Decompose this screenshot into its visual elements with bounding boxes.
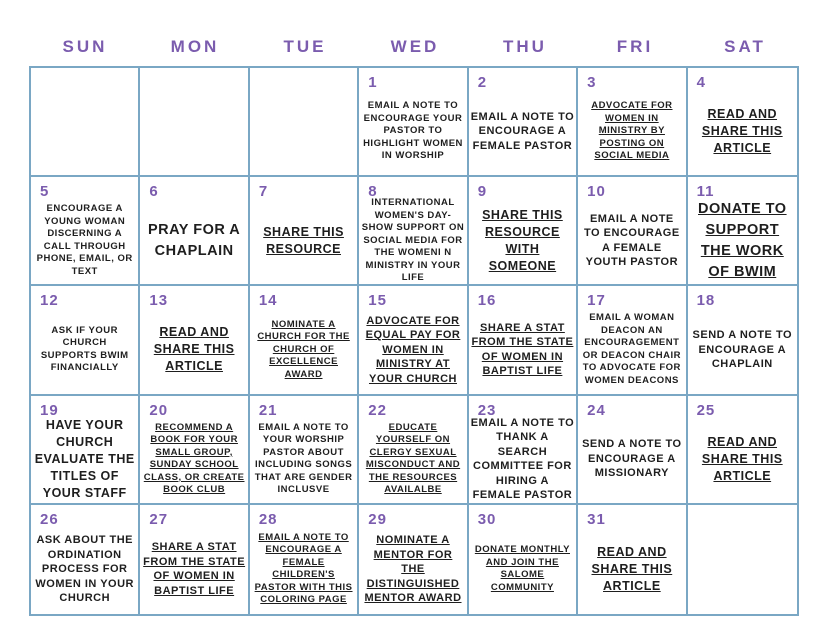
calendar-day-2 bbox=[469, 68, 578, 177]
day-activity bbox=[471, 90, 574, 173]
day-number: 31 bbox=[587, 510, 606, 528]
day-activity bbox=[690, 308, 795, 391]
day-number: 1 bbox=[368, 74, 378, 91]
day-activity-text[interactable]: READ AND SHARE THIS ARTICLE bbox=[701, 434, 783, 483]
calendar-day-4[interactable] bbox=[688, 68, 797, 177]
day-activity-link[interactable] bbox=[142, 308, 245, 391]
day-number: 11 bbox=[696, 183, 715, 201]
day-activity-text[interactable]: ADVOCATE FOR WOMEN IN MINISTRY BY POSTING ON SOCIAL MEDIA bbox=[591, 100, 673, 162]
day-activity-text: INTERNATIONAL WOMEN'S DAY- SHOW SUPPORT ON SOCIAL MEDIA FOR THE WOMENI N MINISTRY IN YOUR LIFE bbox=[361, 197, 465, 284]
day-activity-link[interactable] bbox=[252, 527, 355, 612]
day-activity bbox=[142, 199, 245, 282]
day-number: 29 bbox=[368, 510, 387, 528]
calendar-day-10 bbox=[578, 177, 687, 286]
day-activity-text[interactable]: SHARE A STAT FROM THE STATE OF WOMEN IN BAPTIST LIFE bbox=[143, 541, 246, 597]
calendar-day-6 bbox=[140, 177, 249, 286]
day-activity-text[interactable]: READ AND SHARE THIS ARTICLE bbox=[591, 544, 673, 593]
day-activity bbox=[252, 418, 355, 501]
day-activity-text: EMAIL A NOTE TO ENCOURAGE YOUR PASTOR TO HIGHLIGHT WOMEN IN WORSHIP bbox=[363, 100, 463, 162]
day-number: 26 bbox=[40, 510, 59, 528]
day-activity-text[interactable]: RECOMMEND A BOOK FOR YOUR SMALL GROUP, SUNDAY SCHOOL CLASS, OR CREATE BOOK CLUB bbox=[143, 421, 245, 496]
day-number: 12 bbox=[40, 292, 59, 310]
day-number: 4 bbox=[696, 74, 706, 91]
day-number: 27 bbox=[149, 510, 169, 528]
day-number: 19 bbox=[40, 401, 59, 419]
calendar-day-20[interactable] bbox=[140, 396, 249, 505]
weekday-sat: SAT bbox=[724, 37, 766, 56]
calendar-day-17 bbox=[578, 286, 687, 395]
day-number: 15 bbox=[368, 292, 387, 310]
calendar-day-16[interactable] bbox=[469, 286, 578, 395]
day-number: 6 bbox=[149, 183, 159, 201]
day-activity-text: EMAIL A NOTE TO ENCOURAGE A FEMALE YOUTH PASTOR bbox=[584, 212, 680, 269]
day-activity-link[interactable] bbox=[690, 418, 795, 501]
day-number: 22 bbox=[368, 401, 387, 419]
weekday-tue: TUE bbox=[283, 37, 327, 56]
day-activity-link[interactable] bbox=[580, 90, 683, 173]
day-activity-text: EMAIL A NOTE TO THANK A SEARCH COMMITTEE FOR HIRING A FEMALE PASTOR bbox=[470, 416, 575, 502]
day-number: 17 bbox=[587, 292, 606, 310]
calendar-day-28[interactable] bbox=[250, 505, 359, 614]
day-number: 18 bbox=[696, 292, 716, 310]
day-number: 9 bbox=[477, 183, 488, 201]
day-activity-link[interactable] bbox=[252, 199, 355, 282]
day-activity-text: EMAIL A NOTE TO ENCOURAGE A FEMALE PASTOR bbox=[470, 110, 575, 152]
calendar-cell-empty bbox=[31, 68, 140, 177]
day-activity bbox=[580, 308, 683, 391]
day-activity-link[interactable] bbox=[361, 527, 464, 612]
calendar-day-13[interactable] bbox=[140, 286, 249, 395]
day-activity-text[interactable]: ADVOCATE FOR EQUAL PAY FOR WOMEN IN MINISTRY AT YOUR CHURCH bbox=[365, 314, 461, 385]
calendar-day-3[interactable] bbox=[578, 68, 687, 177]
day-activity-link[interactable] bbox=[471, 308, 574, 391]
calendar-day-12 bbox=[31, 286, 140, 395]
day-activity-text: SEND A NOTE TO ENCOURAGE A MISSIONARY bbox=[582, 438, 682, 480]
calendar-day-19 bbox=[31, 396, 140, 505]
day-activity-link[interactable] bbox=[252, 308, 355, 391]
day-activity bbox=[33, 308, 136, 391]
day-activity-text[interactable]: SHARE THIS RESOURCE WITH SOMEONE bbox=[482, 207, 563, 273]
day-activity bbox=[33, 199, 136, 282]
calendar-cell-empty bbox=[140, 68, 249, 177]
day-activity-link[interactable] bbox=[142, 418, 245, 501]
calendar-day-11[interactable] bbox=[688, 177, 797, 286]
day-activity bbox=[33, 418, 136, 501]
calendar-day-21 bbox=[250, 396, 359, 505]
day-number: 2 bbox=[477, 74, 488, 91]
day-activity-link[interactable] bbox=[690, 199, 795, 282]
day-activity bbox=[361, 199, 464, 282]
day-activity-text: ASK ABOUT THE ORDINATION PROCESS FOR WOMEN IN YOUR CHURCH bbox=[35, 534, 134, 605]
day-number: 13 bbox=[149, 292, 169, 310]
day-activity-text: ENCOURAGE A YOUNG WOMAN DISCERNING A CALL THROUGH PHONE, EMAIL, OR TEXT bbox=[36, 203, 133, 277]
weekday-sun: SUN bbox=[62, 37, 108, 56]
day-activity-text[interactable]: READ AND SHARE THIS ARTICLE bbox=[153, 325, 235, 374]
day-activity-text[interactable]: SHARE A STAT FROM THE STATE OF WOMEN IN BAPTIST LIFE bbox=[471, 321, 574, 378]
weekday-fri: FRI bbox=[616, 37, 654, 56]
day-activity bbox=[33, 527, 136, 612]
day-number: 7 bbox=[258, 183, 269, 201]
day-number: 23 bbox=[477, 401, 497, 419]
day-activity bbox=[580, 199, 683, 282]
day-number: 16 bbox=[477, 292, 497, 310]
day-activity-link[interactable] bbox=[471, 199, 574, 282]
calendar-day-15[interactable] bbox=[359, 286, 468, 395]
day-activity bbox=[361, 90, 464, 173]
day-number: 28 bbox=[258, 510, 278, 528]
weekday-thu: THU bbox=[503, 37, 547, 56]
day-number: 10 bbox=[587, 183, 606, 201]
calendar-grid bbox=[29, 66, 799, 616]
day-activity-text: ASK IF YOUR CHURCH SUPPORTS BWIM FINANCIALLY bbox=[40, 324, 129, 374]
day-activity-link[interactable] bbox=[471, 527, 574, 612]
day-activity bbox=[471, 418, 574, 501]
calendar-day-22[interactable] bbox=[359, 396, 468, 505]
calendar-day-24 bbox=[578, 396, 687, 505]
day-number: 14 bbox=[258, 292, 278, 310]
day-activity-text[interactable]: EDUCATE YOURSELF ON CLERGY SEXUAL MISCONDUCT AND THE RESOURCES AVAILALBE bbox=[365, 421, 461, 496]
day-number: 8 bbox=[368, 183, 378, 201]
day-activity-text: EMAIL A WOMAN DEACON AN ENCOURAGEMENT OR DEACON CHAIR TO ADVOCATE FOR WOMEN DEACONS bbox=[582, 312, 681, 386]
calendar-day-7[interactable] bbox=[250, 177, 359, 286]
calendar-day-1 bbox=[359, 68, 468, 177]
calendar-day-14[interactable] bbox=[250, 286, 359, 395]
calendar-day-26 bbox=[31, 505, 140, 614]
calendar-day-25[interactable] bbox=[688, 396, 797, 505]
calendar-cell-empty bbox=[250, 68, 359, 177]
calendar-day-30[interactable] bbox=[469, 505, 578, 614]
calendar-day-9[interactable] bbox=[469, 177, 578, 286]
day-activity-text: PRAY FOR A CHAPLAIN bbox=[147, 221, 241, 259]
day-activity-link[interactable] bbox=[690, 90, 795, 173]
day-activity bbox=[580, 418, 683, 501]
weekday-wed: WED bbox=[390, 37, 440, 56]
day-activity-text[interactable]: DONATE TO SUPPORT THE WORK OF BWIM bbox=[698, 200, 787, 280]
weekday-mon: MON bbox=[170, 37, 220, 56]
day-number: 5 bbox=[40, 183, 50, 201]
day-activity-text[interactable]: NOMINATE A MENTOR FOR THE DISTINGUISHED MENTOR AWARD bbox=[364, 534, 462, 605]
calendar-day-31[interactable] bbox=[578, 505, 687, 614]
calendar-cell-empty bbox=[688, 505, 797, 614]
day-activity-link[interactable] bbox=[580, 527, 683, 612]
day-activity-link[interactable] bbox=[361, 308, 464, 391]
day-activity-text[interactable]: READ AND SHARE THIS ARTICLE bbox=[701, 107, 783, 156]
day-activity-text[interactable]: NOMINATE A CHURCH FOR THE CHURCH OF EXCELLENCE AWARD bbox=[257, 318, 350, 380]
day-activity-text: SEND A NOTE TO ENCOURAGE A CHAPLAIN bbox=[692, 329, 793, 371]
day-number: 25 bbox=[696, 401, 716, 419]
calendar-day-29[interactable] bbox=[359, 505, 468, 614]
day-number: 21 bbox=[258, 401, 278, 419]
day-activity-text: HAVE YOUR CHURCH EVALUATE THE TITLES OF YOUR STAFF bbox=[34, 417, 135, 500]
day-number: 20 bbox=[149, 401, 169, 419]
day-number: 24 bbox=[587, 401, 606, 419]
day-activity-link[interactable] bbox=[361, 418, 464, 501]
calendar-day-5 bbox=[31, 177, 140, 286]
day-number: 30 bbox=[477, 510, 497, 528]
day-activity-link[interactable] bbox=[142, 527, 245, 612]
day-activity-text[interactable]: EMAIL A NOTE TO ENCOURAGE A FEMALE CHILDREN'S PASTOR WITH THIS COLORING PAGE bbox=[254, 531, 353, 606]
day-activity-text: EMAIL A NOTE TO YOUR WORSHIP PASTOR ABOUT INCLUDING SONGS THAT ARE GENDER INCLUSVE bbox=[254, 421, 353, 496]
day-number: 3 bbox=[587, 74, 597, 91]
calendar-day-8 bbox=[359, 177, 468, 286]
calendar-day-18 bbox=[688, 286, 797, 395]
weekday-header-row bbox=[30, 34, 800, 60]
calendar-day-27[interactable] bbox=[140, 505, 249, 614]
day-activity-text[interactable]: DONATE MONTHLY AND JOIN THE SALOME COMMUNITY bbox=[474, 544, 570, 593]
day-activity-text[interactable]: SHARE THIS RESOURCE bbox=[263, 224, 344, 256]
calendar-day-23 bbox=[469, 396, 578, 505]
